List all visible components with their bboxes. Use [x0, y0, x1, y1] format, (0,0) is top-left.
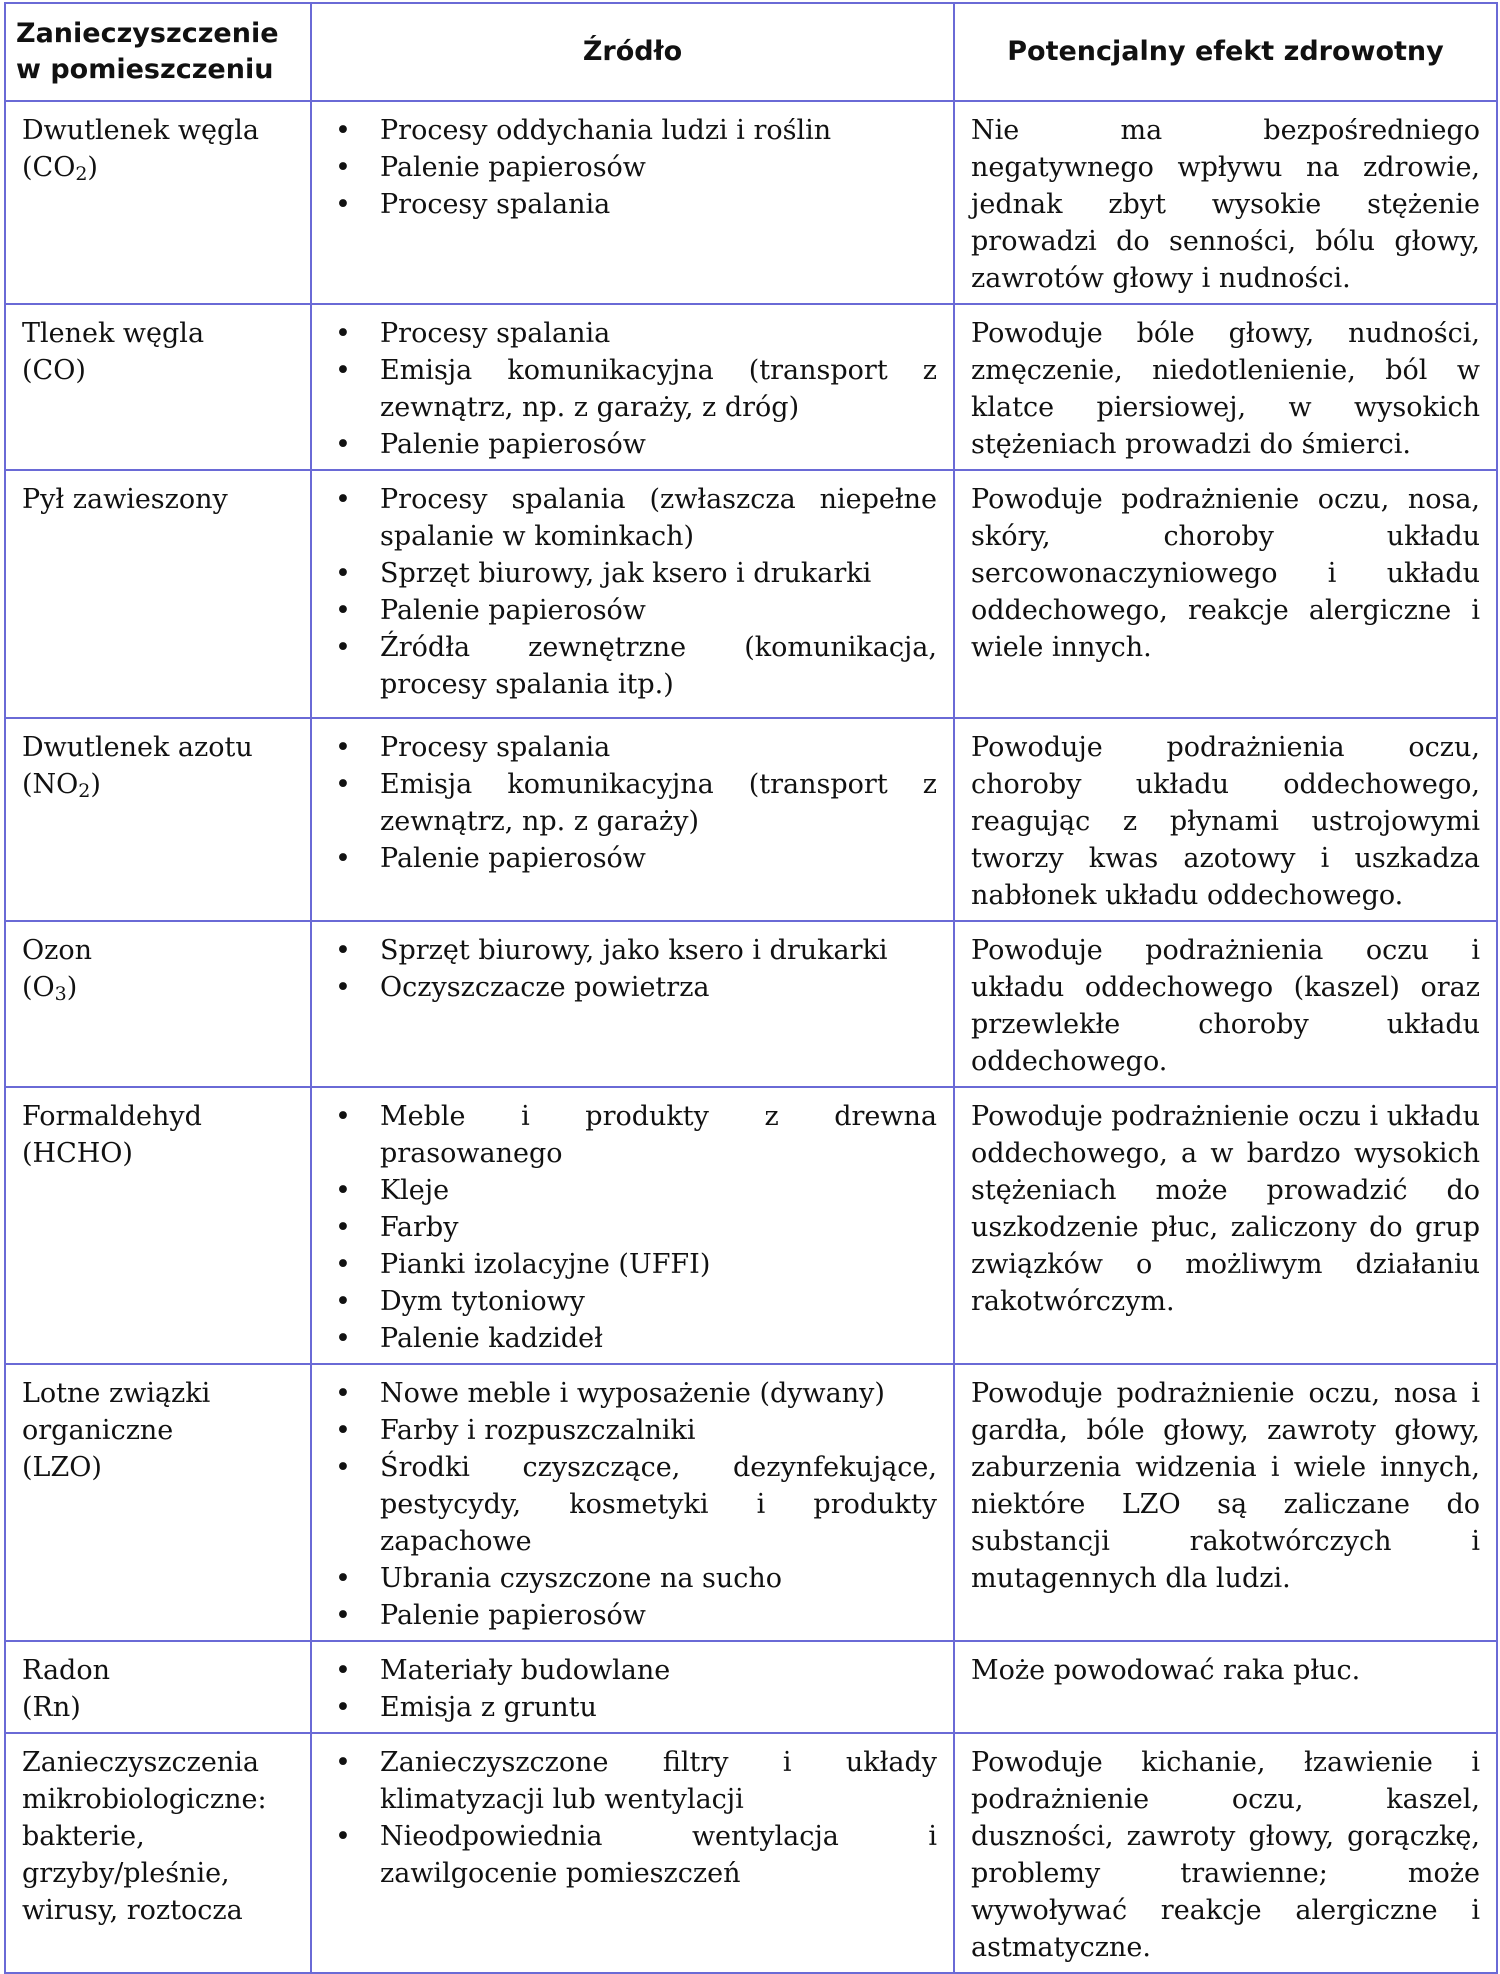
- bullet-icon: •: [335, 769, 351, 800]
- bullet-icon: •: [335, 1249, 351, 1280]
- header-source: Źródło: [311, 3, 954, 101]
- source-cell: [311, 470, 954, 718]
- pollutant-name: Ozon: [22, 935, 93, 966]
- bullet-icon: •: [335, 152, 351, 183]
- list-item: • Zanieczyszczone filtry i układy klimatyzacji lub wentylacji: [328, 1744, 937, 1818]
- source-list: [328, 1098, 937, 1357]
- table-row: [5, 1641, 1497, 1733]
- effect-cell: Powoduje podrażnienie oczu, nosa i gardła, bóle głowy, zawroty głowy, zaburzenia widzenia i wiele innych, niektóre LZO są zaliczane do substancji rakotwórczych i mutagennych dla ludzi.: [954, 1364, 1497, 1641]
- pollutant-cell: [5, 1641, 311, 1733]
- pollutant-cell: Zanieczyszczenia mikrobiologiczne: bakterie, grzyby/pleśnie, wirusy, roztocza: [5, 1733, 311, 1973]
- table-row: [5, 304, 1497, 470]
- effect-cell: Powoduje kichanie, łzawienie i podrażnienie oczu, kaszel, duszności, zawroty głowy, gorączkę, problemy trawienne; może wywoływać reakcje alergiczne i astmatyczne.: [954, 1733, 1497, 1973]
- source-list: [328, 932, 937, 1006]
- bullet-icon: •: [335, 1600, 351, 1631]
- bullet-icon: •: [335, 972, 351, 1003]
- list-item: • Emisja komunikacyjna (transport z zewnątrz, np. z garaży, z dróg): [328, 352, 937, 426]
- table-row: [5, 921, 1497, 1087]
- list-item: • Farby: [328, 1209, 937, 1246]
- table-row: [5, 1733, 1497, 1973]
- pollutant-cell: [5, 1087, 311, 1364]
- bullet-icon: •: [335, 632, 351, 663]
- source-cell: [311, 718, 954, 921]
- header-pollutant: [5, 3, 311, 101]
- source-cell: [311, 921, 954, 1087]
- bullet-icon: •: [335, 1563, 351, 1594]
- header-pollutant-line1: Zanieczyszczenie: [16, 18, 279, 49]
- source-list: [328, 481, 937, 703]
- bullet-icon: •: [335, 1692, 351, 1723]
- pollutant-cell: [5, 718, 311, 921]
- pollutants-table: [4, 2, 1498, 1974]
- pollutant-name: Dwutlenek azotu: [22, 732, 253, 763]
- list-item: • Palenie papierosów: [328, 426, 937, 463]
- list-item: • Ubrania czyszczone na sucho: [328, 1560, 937, 1597]
- list-item: • Farby i rozpuszczalniki: [328, 1412, 937, 1449]
- bullet-icon: •: [335, 558, 351, 589]
- pollutant-name: Tlenek węgla: [22, 318, 205, 349]
- header-health-effect: Potencjalny efekt zdrowotny: [954, 3, 1497, 101]
- effect-cell: Powoduje podrażnienia oczu i układu oddechowego (kaszel) oraz przewlekłe choroby układu oddechowego.: [954, 921, 1497, 1087]
- pollutant-formula: $(CO_2)$: [22, 152, 98, 185]
- bullet-icon: •: [335, 189, 351, 220]
- pollutant-formula: (HCHO): [22, 1138, 133, 1169]
- bullet-icon: •: [335, 355, 351, 386]
- bullet-icon: •: [335, 1175, 351, 1206]
- bullet-icon: •: [335, 1323, 351, 1354]
- source-list: [328, 1744, 937, 1892]
- list-item: • Sprzęt biurowy, jak ksero i drukarki: [328, 555, 937, 592]
- list-item: • Palenie papierosów: [328, 1597, 937, 1634]
- list-item: • Procesy oddychania ludzi i roślin: [328, 112, 937, 149]
- effect-cell: Powoduje podrażnienia oczu, choroby układu oddechowego, reagując z płynami ustrojowymi tworzy kwas azotowy i uszkadza nabłonek układu oddechowego.: [954, 718, 1497, 921]
- table-row: [5, 1087, 1497, 1364]
- bullet-icon: •: [335, 1452, 351, 1483]
- pollutant-formula: $(NO_2)$: [22, 769, 101, 802]
- list-item: • Oczyszczacze powietrza: [328, 969, 937, 1006]
- pollutant-cell: [5, 470, 311, 718]
- pollutant-name: Dwutlenek węgla: [22, 115, 260, 146]
- list-item: • Środki czyszczące, dezynfekujące, pestycydy, kosmetyki i produkty zapachowe: [328, 1449, 937, 1560]
- pollutant-name: Lotne związki organiczne: [22, 1378, 211, 1446]
- bullet-icon: •: [335, 1655, 351, 1686]
- source-list: [328, 112, 937, 223]
- source-cell: [311, 1641, 954, 1733]
- source-cell: [311, 304, 954, 470]
- effect-cell: Może powodować raka płuc.: [954, 1641, 1497, 1733]
- pollutant-name: Formaldehyd: [22, 1101, 202, 1132]
- source-list: [328, 729, 937, 877]
- bullet-icon: •: [335, 1415, 351, 1446]
- table-row: [5, 718, 1497, 921]
- list-item: • Palenie kadzideł: [328, 1320, 937, 1357]
- pollutant-cell: [5, 1364, 311, 1641]
- effect-cell: Powoduje podrażnienie oczu i układu oddechowego, a w bardzo wysokich stężeniach może prowadzić do uszkodzenie płuc, zaliczony do grup związków o możliwym działaniu rakotwórczym.: [954, 1087, 1497, 1364]
- pollutant-formula: (CO): [22, 355, 86, 386]
- bullet-icon: •: [335, 935, 351, 966]
- list-item: • Procesy spalania: [328, 315, 937, 352]
- source-cell: [311, 1364, 954, 1641]
- list-item: • Nowe meble i wyposażenie (dywany): [328, 1375, 937, 1412]
- header-row: [5, 3, 1497, 101]
- list-item: • Palenie papierosów: [328, 592, 937, 629]
- list-item: • Procesy spalania: [328, 729, 937, 766]
- list-item: • Procesy spalania (zwłaszcza niepełne spalanie w kominkach): [328, 481, 937, 555]
- list-item: • Pianki izolacyjne (UFFI): [328, 1246, 937, 1283]
- list-item: • Palenie papierosów: [328, 149, 937, 186]
- bullet-icon: •: [335, 1747, 351, 1778]
- source-cell: [311, 1733, 954, 1973]
- source-list: [328, 315, 937, 463]
- list-item: • Meble i produkty z drewna prasowanego: [328, 1098, 937, 1172]
- effect-cell: Nie ma bezpośredniego negatywnego wpływu na zdrowie, jednak zbyt wysokie stężenie prowadzi do senności, bólu głowy, zawrotów głowy i nudności.: [954, 101, 1497, 304]
- pollutant-cell: [5, 101, 311, 304]
- table-row: [5, 101, 1497, 304]
- list-item: • Emisja komunikacyjna (transport z zewnątrz, np. z garaży): [328, 766, 937, 840]
- bullet-icon: •: [335, 1378, 351, 1409]
- source-list: [328, 1375, 937, 1634]
- bullet-icon: •: [335, 484, 351, 515]
- pollutant-name: Radon: [22, 1655, 110, 1686]
- pollutant-cell: [5, 304, 311, 470]
- list-item: • Dym tytoniowy: [328, 1283, 937, 1320]
- bullet-icon: •: [335, 318, 351, 349]
- list-item: • Procesy spalania: [328, 186, 937, 223]
- bullet-icon: •: [335, 115, 351, 146]
- list-item: • Materiały budowlane: [328, 1652, 937, 1689]
- bullet-icon: •: [335, 732, 351, 763]
- table-row: [5, 470, 1497, 718]
- effect-cell: Powoduje bóle głowy, nudności, zmęczenie, niedotlenienie, ból w klatce piersiowej, w wysokich stężeniach prowadzi do śmierci.: [954, 304, 1497, 470]
- table-row: [5, 1364, 1497, 1641]
- bullet-icon: •: [335, 1212, 351, 1243]
- pollutant-formula: $(O_3)$: [22, 972, 78, 1005]
- pollutant-name: Pył zawieszony: [22, 484, 228, 515]
- list-item: • Źródła zewnętrzne (komunikacja, procesy spalania itp.): [328, 629, 937, 703]
- effect-cell: Powoduje podrażnienie oczu, nosa, skóry, choroby układu sercowonaczyniowego i układu oddechowego, reakcje alergiczne i wiele innych.: [954, 470, 1497, 718]
- bullet-icon: •: [335, 1821, 351, 1852]
- bullet-icon: •: [335, 1286, 351, 1317]
- bullet-icon: •: [335, 595, 351, 626]
- source-cell: [311, 1087, 954, 1364]
- list-item: • Nieodpowiednia wentylacja i zawilgocenie pomieszczeń: [328, 1818, 937, 1892]
- list-item: • Sprzęt biurowy, jako ksero i drukarki: [328, 932, 937, 969]
- bullet-icon: •: [335, 1101, 351, 1132]
- source-list: [328, 1652, 937, 1726]
- list-item: • Palenie papierosów: [328, 840, 937, 877]
- pollutant-formula: (Rn): [22, 1692, 81, 1723]
- pollutant-formula: (LZO): [22, 1452, 102, 1483]
- pollutant-cell: [5, 921, 311, 1087]
- list-item: • Kleje: [328, 1172, 937, 1209]
- source-cell: [311, 101, 954, 304]
- list-item: • Emisja z gruntu: [328, 1689, 937, 1726]
- header-pollutant-line2: w pomieszczeniu: [16, 54, 274, 85]
- bullet-icon: •: [335, 843, 351, 874]
- bullet-icon: •: [335, 429, 351, 460]
